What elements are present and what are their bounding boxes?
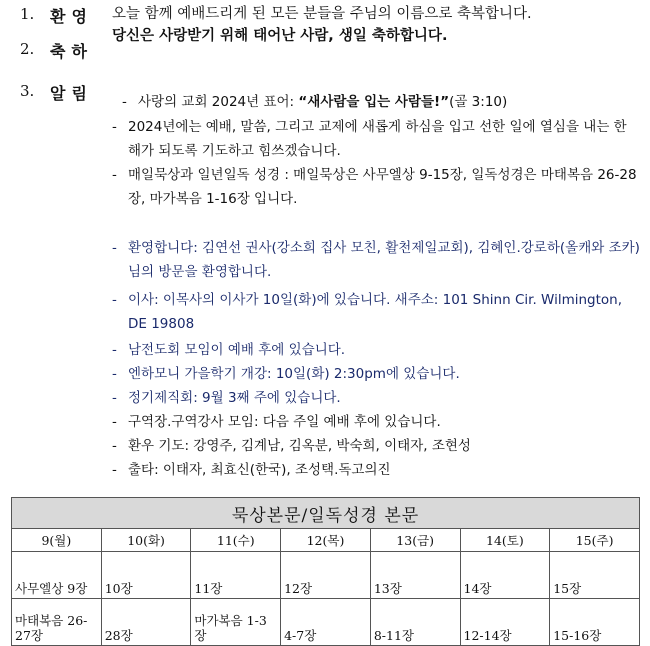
day-header: 13(금) <box>370 529 460 552</box>
announcement-item: - 환영합니다: 김연선 권사(강소희 집사 모친, 활천제일교회), 김혜인.강로하(올캐와 조카) 님의 방문을 환영합니다. <box>112 236 642 284</box>
announcement-item: - 구역장.구역강사 모임: 다음 주일 예배 후에 있습니다. <box>112 410 642 434</box>
announcement-item: - 이사: 이목사의 이사가 10일(화)에 있습니다. 새주소: 101 Shinn Cir. Wilmington, DE 19808 <box>112 288 642 336</box>
table-header-row <box>12 529 640 552</box>
table-cell: 11장 <box>191 552 281 599</box>
day-header: 9(월) <box>12 529 102 552</box>
table-cell: 15장 <box>550 552 640 599</box>
announcement-text: 매일묵상과 일년일독 성경 : 매일묵상은 사무엘상 9-15장, 일독성경은 마태복음 26-28장, 마가복음 1-16장 입니다. <box>128 167 637 207</box>
day-header: 12(목) <box>281 529 371 552</box>
announcement-text: 출타: 이태자, 최효신(한국), 조성택.독고의진 <box>128 462 391 478</box>
reading-schedule-table <box>11 497 640 646</box>
table-cell: 마가복음 1-3장 <box>191 599 281 646</box>
section-title-announcements: 알림 <box>50 84 93 103</box>
birthday-line: 당신은 사랑받기 위해 태어난 사람, 생일 축하합니다. <box>112 28 448 44</box>
announcement-text: 이사: 이목사의 이사가 10일(화)에 있습니다. 새주소: 101 Shinn Cir. Wilmington, DE 19808 <box>128 292 623 332</box>
section-number-welcome: 1. <box>20 5 35 23</box>
announcement-item: - 정기제직회: 9월 3째 주에 있습니다. <box>112 386 642 410</box>
section-title-congrats: 축하 <box>50 42 93 61</box>
table-cell: 13장 <box>370 552 460 599</box>
table-row <box>12 599 640 646</box>
day-header: 11(수) <box>191 529 281 552</box>
announcement-item: - 출타: 이태자, 최효신(한국), 조성택.독고의진 <box>112 458 642 482</box>
motto-reference: (골 3:10) <box>449 94 508 110</box>
table-cell: 12장 <box>281 552 371 599</box>
table-row <box>12 552 640 599</box>
table-caption: 묵상본문/일독성경 본문 <box>12 498 640 529</box>
section-title-welcome: 환영 <box>50 7 93 26</box>
welcome-message <box>112 3 532 47</box>
table-cell: 4-7장 <box>281 599 371 646</box>
announcement-text: 2024년에는 예배, 말씀, 그리고 교제에 새롭게 하심을 입고 선한 일에 열심을 내는 한 해가 되도록 기도하고 힘쓰겠습니다. <box>128 119 627 159</box>
table-cell: 12-14장 <box>460 599 550 646</box>
announcement-text: 환우 기도: 강영주, 김계남, 김옥분, 박숙희, 이태자, 조현성 <box>128 438 471 454</box>
section-number-congrats: 2. <box>20 40 35 58</box>
table-cell: 15-16장 <box>550 599 640 646</box>
announcement-text: 엔하모니 가을학기 개강: 10일(화) 2:30pm에 있습니다. <box>128 366 460 382</box>
day-header: 15(주) <box>550 529 640 552</box>
announcement-item: - 매일묵상과 일년일독 성경 : 매일묵상은 사무엘상 9-15장, 일독성경은 마태복음 26-28장, 마가복음 1-16장 입니다. <box>112 163 642 211</box>
announcement-item: - 환우 기도: 강영주, 김계남, 김옥분, 박숙희, 이태자, 조현성 <box>112 434 642 458</box>
table-cell: 마태복음 26-27장 <box>12 599 102 646</box>
table-cell: 8-11장 <box>370 599 460 646</box>
motto-prefix: 사랑의 교회 2024년 표어: <box>138 94 299 110</box>
day-header: 10(화) <box>101 529 191 552</box>
announcement-text: 구역장.구역강사 모임: 다음 주일 예배 후에 있습니다. <box>128 414 441 430</box>
bullet-dash: - <box>122 94 127 110</box>
motto-main: “새사람을 입는 사람들!” <box>298 94 450 110</box>
church-motto <box>122 90 650 114</box>
table-cell: 사무엘상 9장 <box>12 552 102 599</box>
day-header: 14(토) <box>460 529 550 552</box>
announcement-text: 환영합니다: 김연선 권사(강소희 집사 모친, 활천제일교회), 김혜인.강로하(올캐와 조카) 님의 방문을 환영합니다. <box>128 240 640 280</box>
announcement-item: - 엔하모니 가을학기 개강: 10일(화) 2:30pm에 있습니다. <box>112 362 642 386</box>
announcement-item: - 2024년에는 예배, 말씀, 그리고 교제에 새롭게 하심을 입고 선한 일에 열심을 내는 한 해가 되도록 기도하고 힘쓰겠습니다. <box>112 115 642 163</box>
announcement-text: 정기제직회: 9월 3째 주에 있습니다. <box>128 390 341 406</box>
welcome-line: 오늘 함께 예배드리게 된 모든 분들을 주님의 이름으로 축복합니다. <box>112 6 532 22</box>
announcement-item: - 남전도회 모임이 예배 후에 있습니다. <box>112 338 642 362</box>
announcement-text: 남전도회 모임이 예배 후에 있습니다. <box>128 342 346 358</box>
table-cell: 28장 <box>101 599 191 646</box>
table-cell: 10장 <box>101 552 191 599</box>
table-cell: 14장 <box>460 552 550 599</box>
section-number-announcements: 3. <box>20 82 35 100</box>
